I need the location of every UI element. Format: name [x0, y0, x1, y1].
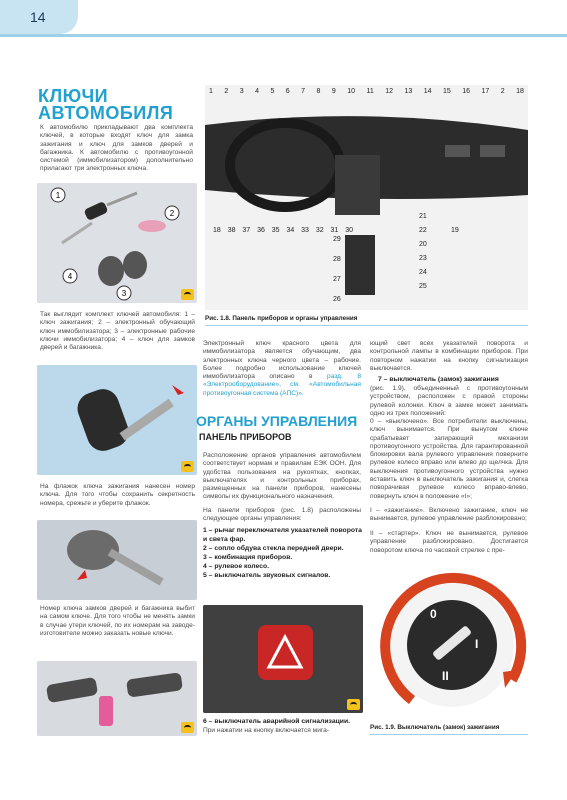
item-6-text: При нажатии на кнопку включается мига- [203, 727, 330, 734]
right-p2: (рис. 1.9), объединенный с противоугонным устройством, расположен с правой стороны рулевой колонки. Ключ в замке может занимать одно из трех положений: [370, 385, 528, 417]
red-key-paragraph: Электронный ключ красного цвета для иммобилизатора является обучающим, два электронных ключа черного цвета – рабочие. Более подробно использование ключей иммобилизатора описано в разд. 8 «Электрооборудование», см. «Автомобильная противоугонная система (АПС)». [203, 340, 361, 397]
bottom-callouts: 18 38 37 36 35 34 33 32 31 30 [213, 227, 353, 234]
hazard-switch-photo [203, 605, 363, 713]
caption-rule [370, 734, 528, 735]
keys-intro: К автомобилю прикладывают два комплекта ключей, в которые входят ключ для замка зажигания и ключ для замков дверей и багажника. К автомобилю с противоугонной системой (иммобилизатором) дополнительно прилагают три электронных ключа. [40, 124, 193, 173]
replacement-keys-photo [37, 661, 197, 736]
right-callouts: 21 22 20 19 23 24 25 [419, 213, 459, 290]
keyset-caption: Так выглядит комплект ключей автомобиля: 1 – ключ зажигания; 2 – электронный обучающий ключ иммобилизатора; 3 – электронные рабочие ключи иммобилизатора; 4 – ключ для замков дверей и багажника. [40, 311, 195, 352]
instrument-panel-subtitle: ПАНЕЛЬ ПРИБОРОВ [199, 432, 292, 442]
controls-p1: Расположение органов управления автомобилем соответствует нормам и правилам ЕЭК ООН. Для удобства пользования на рукоятках, кнопках, выключателях и контрольных приборах, размещенных на панели приборов, нанесены символы их функционального назначения. [203, 452, 361, 501]
page-number: 14 [0, 0, 78, 34]
dashboard-illustration [205, 85, 528, 310]
position-0: 0 [430, 607, 437, 621]
controls-title: ОРГАНЫ УПРАВЛЕНИЯ [196, 413, 358, 429]
controls-list [203, 526, 363, 580]
right-p3: 0 – «выключено». Все потребители выключены, ключ вынимается. При вынутом ключе срабатывает запирающий механизм противоугонного устройства. Для гарантированной блокировки вала рулевого управления поверните рулевое колесо вправо или влево до щелчка. Для выключения противоугонного устройства нужно вставить ключ в выключатель зажигания и, слегка поворачивая рулевое колесо вправо-влево, повернуть ключ в положение «I»; [370, 418, 528, 500]
keys-illustration [37, 661, 197, 736]
hazard-button-illustration [203, 605, 363, 713]
ignition-lock-illustration [372, 570, 528, 720]
keyset-photo [37, 183, 197, 303]
header-rule [0, 34, 567, 37]
door-key-caption: Номер ключа замков дверей и багажника выбит на самом ключе. Для того чтобы не менять замки в случае утери ключей, по их номерам на заводе-изготовителе можно заказать новые ключи. [40, 605, 195, 637]
callout-4: 4 [67, 272, 73, 281]
keyset-illustration [37, 183, 197, 303]
right-p5: II – «стартер». Ключ не вынимается, рулевое управление разблокировано. Достигается поворотом ключа по часовой стрелке с пре- [370, 530, 528, 554]
cross-reference-link[interactable]: разд. 8 «Электрооборудование», см. «Автомобильная противоугонная система (АПС)». [203, 373, 361, 397]
ignition-lock-figure [372, 570, 528, 720]
callout-3: 3 [121, 289, 127, 298]
key-number-photo [37, 520, 197, 600]
item-6: 6 – выключатель аварийной сигнализации. [203, 718, 351, 725]
list-item: 2 – сопло обдува стекла передней двери. [203, 545, 344, 552]
list-item: 5 – выключатель звуковых сигналов. [203, 572, 331, 579]
caption-rule [205, 325, 528, 326]
right-p4: I – «зажигание». Включено зажигание, ключ не вынимается, рулевое управление разблокировано; [370, 507, 528, 523]
center-callouts: 29 28 27 26 [333, 236, 341, 303]
controls-p2: На панели приборов (рис. 1.8) расположены следующие органы управления: [203, 507, 361, 523]
tip-badge-icon [347, 699, 360, 710]
top-callouts: 1 2 3 4 5 6 7 8 9 10 11 12 13 14 15 16 17 2 18 [209, 88, 524, 95]
tip-badge-icon [181, 289, 194, 300]
section-title-keys: КЛЮЧИ АВТОМОБИЛЯ [38, 86, 174, 123]
position-1: I [475, 637, 479, 651]
right-p1: ющий свет всех указателей поворота и контрольной лампы в комбинации приборов. При повторном нажатии на кнопку сигнализация выключается. [370, 340, 528, 372]
figure-1-8-caption: Рис. 1.8. Панель приборов и органы управления [205, 315, 358, 322]
ignition-key-photo [37, 365, 197, 475]
door-key-illustration [37, 520, 197, 600]
flag-caption: На флажок ключа зажигания нанесен номер ключа. Для того чтобы сохранить секретность номера, срежьте и уберите флажок. [40, 483, 195, 507]
dashboard-figure [205, 85, 528, 310]
tip-badge-icon [181, 461, 194, 472]
ignition-key-illustration [37, 365, 197, 475]
tip-badge-icon [181, 722, 194, 733]
list-item: 3 – комбинация приборов. [203, 554, 293, 561]
position-2: II [442, 669, 449, 683]
callout-1: 1 [55, 191, 61, 200]
item-7: 7 – выключатель (замок) зажигания [378, 376, 499, 383]
figure-1-9-caption: Рис. 1.9. Выключатель (замок) зажигания [370, 724, 500, 731]
callout-2: 2 [169, 209, 175, 218]
list-item: 4 – рулевое колесо. [203, 563, 270, 570]
list-item: 1 – рычаг переключателя указателей поворота и света фар. [203, 527, 362, 543]
